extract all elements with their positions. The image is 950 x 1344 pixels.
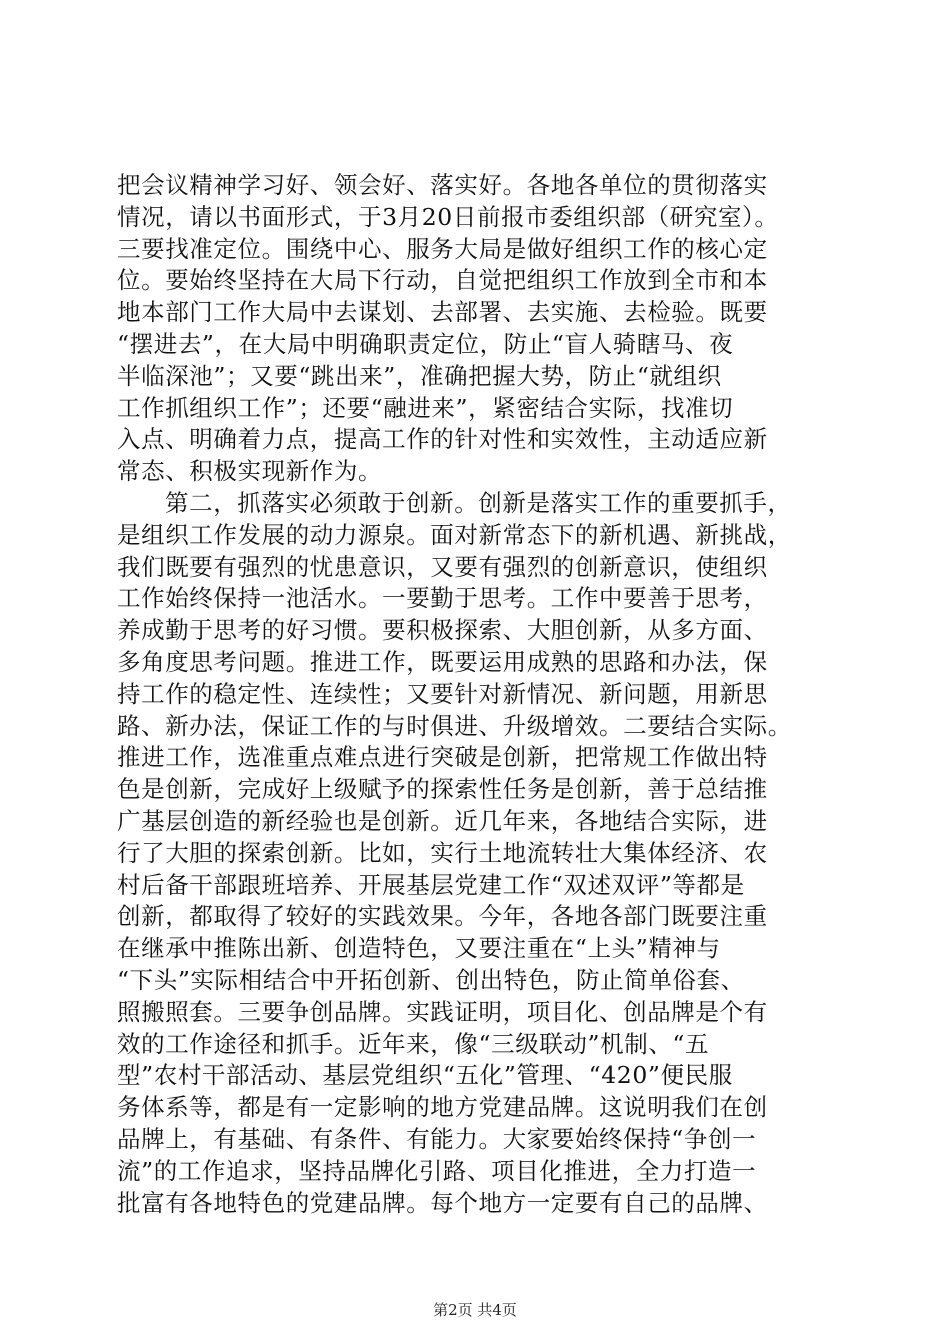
text-line: 效的工作途径和抓手。近年来，像“三级联动”机制、“五 [117, 1029, 710, 1058]
text-line: 村后备干部跟班培养、开展基层党建工作“双述双评”等都是 [117, 870, 745, 899]
text-line: 把会议精神学习好、领会好、落实好。各地各单位的贯彻落实 [117, 171, 768, 199]
text-line: 广基层创造的新经验也是创新。近几年来，各地结合实际，进 [117, 806, 768, 835]
text-line: 三要找准定位。围绕中心、服务大局是做好组织工作的核心定 [117, 234, 768, 263]
body-text [117, 170, 837, 1219]
page-number-footer: 第2页 共4页 [433, 1301, 517, 1319]
text-line: 推进工作，选准重点难点进行突破是创新，把常规工作做出特 [117, 743, 768, 772]
text-line: 情况，请以书面形式，于3月20日前报市委组织部（研究室）。 [117, 202, 779, 231]
text-line: 半临深池”；又要“跳出来”，准确把握大势，防止“就组织 [117, 361, 722, 390]
text-line: 品牌上，有基础、有条件、有能力。大家要始终保持“争创一 [117, 1124, 757, 1153]
text-line: 持工作的稳定性、连续性；又要针对新情况、新问题，用新思 [117, 679, 768, 708]
text-line: “下头”实际相结合中开拓创新、创出特色，防止简单俗套、 [117, 965, 745, 994]
text-line: “摆进去”，在大局中明确职责定位，防止“盲人骑瞎马、夜 [117, 329, 734, 358]
text-line: 我们既要有强烈的忧患意识，又要有强烈的创新意识，使组织 [117, 552, 768, 581]
text-line: 在继承中推陈出新、创造特色，又要注重在“上头”精神与 [117, 934, 721, 963]
text-line: 工作始终保持一池活水。一要勤于思考。工作中要善于思考， [117, 584, 768, 613]
text-line: 入点、明确着力点，提高工作的针对性和实效性，主动适应新 [117, 425, 768, 454]
text-line: 型”农村干部活动、基层党组织“五化”管理、“420”便民服 [117, 1061, 733, 1090]
text-line: 行了大胆的探索创新。比如，实行土地流转壮大集体经济、农 [117, 838, 768, 867]
text-line: 工作抓组织工作”；还要“融进来”，紧密结合实际，找准切 [117, 393, 734, 422]
text-line: 养成勤于思考的好习惯。要积极探索、大胆创新，从多方面、 [117, 616, 768, 645]
text-line: 照搬照套。三要争创品牌。实践证明，项目化、创品牌是个有 [117, 997, 768, 1026]
paragraph-start-line: 第二，抓落实必须敢于创新。创新是落实工作的重要抓手， [165, 488, 792, 517]
text-line: 地本部门工作大局中去谋划、去部署、去实施、去检验。既要 [117, 298, 768, 327]
text-line: 色是创新，完成好上级赋予的探索性任务是创新，善于总结推 [117, 775, 768, 804]
text-line: 是组织工作发展的动力源泉。面对新常态下的新机遇、新挑战， [117, 520, 792, 549]
text-line: 批富有各地特色的党建品牌。每个地方一定要有自己的品牌、 [117, 1188, 768, 1217]
text-line: 位。要始终坚持在大局下行动，自觉把组织工作放到全市和本 [117, 266, 768, 295]
text-line: 创新，都取得了较好的实践效果。今年，各地各部门既要注重 [117, 902, 768, 931]
text-line: 常态、积极实现新作为。 [117, 457, 383, 486]
text-line: 路、新办法，保证工作的与时俱进、升级增效。二要结合实际。 [117, 711, 792, 740]
text-line: 多角度思考问题。推进工作，既要运用成熟的思路和办法，保 [117, 647, 768, 676]
text-line: 流”的工作追求，坚持品牌化引路、项目化推进，全力打造一 [117, 1156, 757, 1185]
text-line: 务体系等，都是有一定影响的地方党建品牌。这说明我们在创 [117, 1093, 768, 1122]
